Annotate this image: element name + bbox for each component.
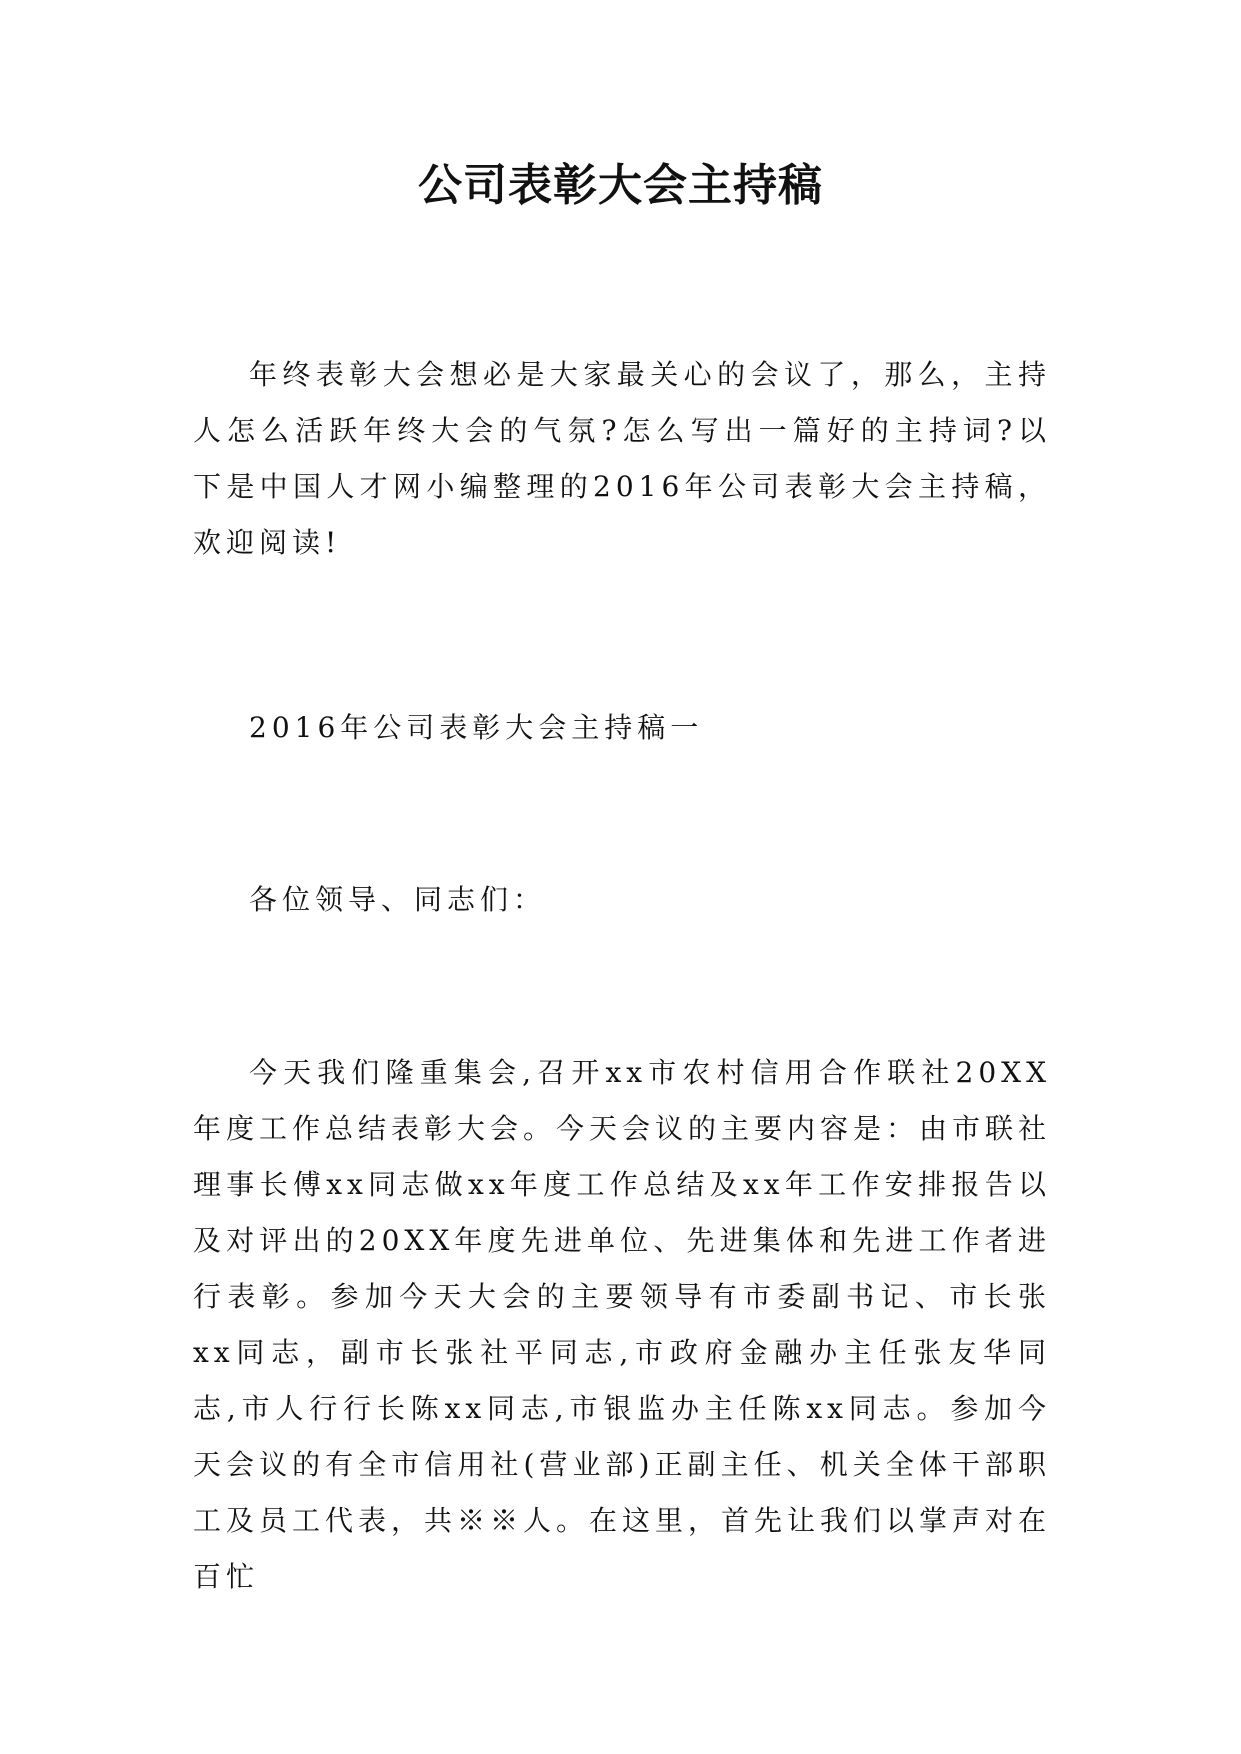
document-title: 公司表彰大会主持稿	[418, 160, 823, 211]
intro-paragraph: 年终表彰大会想必是大家最关心的会议了，那么，主持人怎么活跃年终大会的气氛?怎么写出一篇好的主持词?以下是中国人才网小编整理的2016年公司表彰大会主持稿，欢迎阅读!	[193, 358, 1051, 559]
body-paragraph: 今天我们隆重集会,召开xx市农村信用合作联社20XX年度工作总结表彰大会。今天会议的主要内容是：由市联社理事长傅xx同志做xx年度工作总结及xx年工作安排报告以及对评出的20XX年度先进单位、先进集体和先进工作者进行表彰。参加今天大会的主要领导有市委副书记、市长张xx同志，副市长张社平同志,市政府金融办主任张友华同志,市人行行长陈xx同志,市银监办主任陈xx同志。参加今天会议的有全市信用社(营业部)正副主任、机关全体干部职工及员工代表，共※※人。在这里，首先让我们以掌声对在百忙	[193, 1056, 1052, 1593]
section-heading: 2016年公司表彰大会主持稿一	[249, 711, 704, 744]
greeting-paragraph: 各位领导、同志们：	[249, 883, 547, 916]
